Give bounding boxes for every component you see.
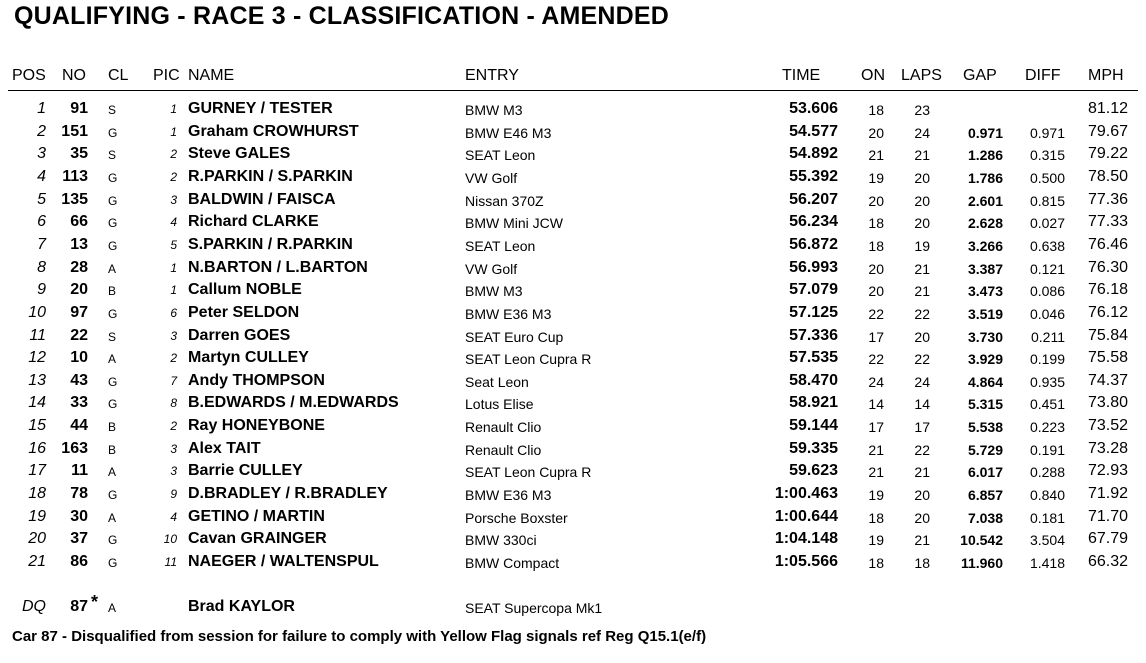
header-gap: GAP [963,67,997,84]
row-entry: SEAT Leon [465,147,536,164]
header-divider [8,90,1138,91]
dq-asterisk: * [91,592,99,612]
row-pos: 7 [37,235,46,253]
row-pic: 9 [170,487,177,502]
row-pos: 5 [37,190,46,208]
header-time: TIME [782,67,821,84]
table-header [0,67,1146,89]
row-car-number: 97 [70,303,88,321]
header-no: NO [62,67,86,84]
row-pos: 11 [29,326,46,344]
row-laps: 17 [914,419,930,436]
row-entry: BMW M3 [465,102,523,118]
row-car-number: 20 [70,281,88,299]
row-diff: 0.288 [1029,464,1065,481]
row-entry: BMW E36 M3 [465,305,552,322]
row-pic: 8 [170,396,177,411]
row-gap: 5.729 [967,441,1003,458]
row-laps: 21 [914,260,930,277]
row-gap: 5.538 [967,419,1003,436]
row-mph: 71.70 [1087,507,1128,525]
row-mph: 75.58 [1087,349,1128,367]
row-pos: 10 [28,303,46,321]
row-class: A [108,352,117,367]
row-driver-name: Cavan GRAINGER [188,530,327,548]
dq-entry: SEAT Supercopa Mk1 [465,600,603,616]
row-laps: 20 [914,169,930,186]
row-pic: 1 [170,102,177,116]
row-time: 56.234 [789,213,838,231]
row-gap: 3.387 [967,260,1003,277]
page-title: QUALIFYING - RACE 3 - CLASSIFICATION - AMENDED [14,2,670,30]
table-row [0,484,1146,506]
row-driver-name: Graham CROWHURST [188,122,359,140]
row-class: G [108,306,118,321]
row-pic: 7 [170,373,177,388]
row-car-number: 43 [70,371,88,389]
row-pic: 2 [170,147,177,162]
row-time: 58.921 [789,394,838,412]
row-car-number: 22 [70,326,88,344]
row-laps: 24 [914,373,930,390]
table-row [0,439,1146,461]
row-driver-name: Richard CLARKE [188,213,319,231]
row-diff: 0.935 [1029,373,1065,390]
row-driver-name: Barrie CULLEY [188,462,303,480]
row-pos: 12 [28,349,46,367]
row-pic: 2 [170,419,177,434]
row-car-number: 33 [70,394,88,412]
row-car-number: 30 [70,507,88,525]
row-driver-name: Andy THOMPSON [188,371,325,389]
row-class: S [108,148,117,163]
row-diff: 0.046 [1029,305,1065,322]
row-driver-name: Callum NOBLE [188,281,302,299]
row-gap: 6.017 [967,464,1003,481]
row-gap: 1.286 [967,147,1003,164]
row-diff: 3.504 [1029,532,1065,549]
row-driver-name: N.BARTON / L.BARTON [188,258,368,276]
row-time: 56.993 [789,258,838,276]
row-entry: Renault Clio [465,419,542,436]
row-pic: 10 [163,532,177,547]
row-class: S [108,329,117,344]
dq-pos: DQ [22,598,46,615]
row-car-number: 10 [70,349,88,367]
row-mph: 78.50 [1087,167,1128,185]
row-on: 14 [868,396,884,413]
row-entry: BMW E36 M3 [465,487,552,504]
row-entry: BMW Mini JCW [465,215,563,232]
table-row [0,167,1146,189]
row-pic: 1 [170,260,177,275]
row-class: G [108,170,118,185]
row-class: B [108,442,117,457]
row-diff: 0.971 [1029,124,1065,141]
row-entry: SEAT Euro Cup [465,328,564,345]
row-mph: 76.18 [1087,281,1128,299]
row-on: 20 [868,124,884,141]
row-on: 18 [868,102,884,118]
table-row [0,393,1146,415]
row-time: 1:04.148 [774,530,838,548]
dq-no: 87 [70,598,88,615]
row-diff: 0.191 [1029,441,1065,458]
row-time: 57.079 [789,281,838,299]
table-row [0,258,1146,280]
row-gap: 6.857 [967,487,1003,504]
row-class: G [108,374,118,389]
row-car-number: 151 [61,122,88,140]
table-row [0,122,1146,144]
row-gap: 11.960 [960,555,1003,571]
row-laps: 22 [914,305,930,322]
table-row [0,212,1146,234]
row-mph: 76.46 [1087,235,1128,253]
row-diff: 0.500 [1029,169,1065,186]
row-car-number: 13 [70,235,88,253]
row-laps: 20 [914,509,930,526]
row-diff: 0.027 [1029,215,1065,232]
table-row [0,190,1146,212]
row-pic: 1 [170,124,177,139]
row-pic: 6 [170,305,177,320]
header-laps: LAPS [901,67,942,84]
row-pos: 21 [28,553,46,570]
row-pic: 11 [164,555,177,569]
row-class: B [108,420,117,435]
row-car-number: 113 [62,167,88,185]
header-diff: DIFF [1025,67,1061,84]
row-diff: 0.315 [1029,147,1065,164]
row-time: 55.392 [789,167,838,185]
row-class: G [108,533,118,548]
row-pic: 3 [170,328,177,343]
row-on: 18 [868,237,884,254]
row-laps: 22 [914,351,930,368]
row-pos: 9 [37,281,46,299]
row-driver-name: R.PARKIN / S.PARKIN [188,167,353,185]
row-pos: 4 [37,167,46,185]
row-time: 58.470 [789,371,838,389]
row-driver-name: D.BRADLEY / R.BRADLEY [188,485,388,503]
row-mph: 71.92 [1087,485,1128,503]
row-entry: Lotus Elise [465,396,534,413]
row-on: 22 [868,305,884,322]
row-on: 19 [868,169,884,186]
row-laps: 21 [914,283,930,300]
dq-name: Brad KAYLOR [188,598,295,615]
row-pos: 16 [28,439,46,457]
row-class: B [108,284,117,299]
table-row [0,326,1146,348]
row-mph: 66.32 [1087,553,1128,570]
table-row [0,552,1146,574]
row-class: S [108,103,117,117]
dq-class: A [108,601,117,615]
row-time: 54.892 [789,145,838,163]
row-class: A [108,510,117,525]
row-laps: 14 [914,396,930,413]
row-on: 20 [868,283,884,300]
header-cl: CL [108,67,129,84]
row-pos: 2 [37,122,46,140]
row-laps: 22 [914,441,930,458]
row-diff: 1.418 [1029,555,1065,571]
row-mph: 79.67 [1087,122,1128,140]
row-laps: 23 [914,102,930,118]
row-on: 18 [868,555,884,571]
row-pic: 3 [170,192,177,207]
row-entry: Porsche Boxster [465,509,568,526]
row-driver-name: B.EDWARDS / M.EDWARDS [188,394,399,412]
row-driver-name: NAEGER / WALTENSPUL [188,553,379,570]
row-time: 54.577 [789,122,838,140]
row-gap: 10.542 [960,532,1003,549]
table-row [0,348,1146,370]
row-laps: 24 [914,124,930,141]
row-mph: 76.30 [1087,258,1128,276]
row-pic: 1 [170,283,177,298]
row-driver-name: Darren GOES [188,326,291,344]
table-row [0,371,1146,393]
table-row [0,235,1146,257]
row-class: G [108,238,118,253]
row-gap: 2.628 [967,215,1003,232]
row-on: 18 [868,509,884,526]
row-on: 17 [868,419,884,436]
row-pos: 1 [37,100,46,117]
row-driver-name: Alex TAIT [188,439,261,457]
row-time: 59.623 [789,462,838,480]
row-driver-name: GURNEY / TESTER [188,100,333,117]
row-time: 56.872 [789,235,838,253]
row-on: 17 [868,328,884,345]
row-entry: BMW Compact [465,555,560,571]
row-time: 57.125 [789,303,838,321]
row-mph: 79.22 [1087,145,1128,163]
row-entry: BMW M3 [465,283,523,300]
row-time: 56.207 [789,190,838,208]
row-car-number: 163 [61,439,88,457]
row-pic: 5 [170,237,177,252]
table-row [0,303,1146,325]
row-car-number: 66 [70,213,88,231]
row-diff: 0.451 [1029,396,1065,413]
row-pos: 6 [37,213,46,231]
header-entry: ENTRY [465,67,519,84]
row-pos: 20 [28,530,46,548]
table-row [0,99,1146,121]
dq-row [0,592,1146,620]
row-pic: 4 [170,509,177,524]
row-entry: Renault Clio [465,441,542,458]
row-gap: 3.929 [967,351,1003,368]
table-row [0,461,1146,483]
dq-note: Car 87 - Disqualified from session for failure to comply with Yellow Flag signals ref Reg Q15.1(e/f) [12,628,707,645]
row-pos: 8 [37,258,46,276]
row-entry: Nissan 370Z [465,192,544,209]
row-driver-name: Steve GALES [188,145,291,163]
row-class: G [108,488,118,503]
row-on: 19 [868,532,884,549]
table-row [0,507,1146,529]
row-diff: 0.815 [1029,192,1065,209]
row-mph: 74.37 [1087,371,1128,389]
table-row [0,144,1146,166]
header-mph: MPH [1088,67,1124,84]
row-laps: 20 [914,328,930,345]
row-time: 59.144 [789,417,838,435]
row-pic: 3 [170,464,177,479]
row-gap: 3.519 [967,305,1003,322]
row-entry: VW Golf [465,169,518,186]
row-class: G [108,193,118,208]
row-pic: 3 [170,441,177,456]
row-entry: SEAT Leon [465,237,536,254]
row-entry: BMW 330ci [465,532,537,549]
row-car-number: 35 [70,145,88,163]
row-car-number: 135 [61,190,88,208]
row-entry: SEAT Leon Cupra R [465,351,592,368]
row-pos: 17 [28,462,46,480]
row-mph: 73.28 [1087,439,1128,457]
row-gap: 0.971 [967,124,1003,141]
row-class: G [108,125,118,140]
row-gap: 2.601 [967,192,1003,209]
row-driver-name: S.PARKIN / R.PARKIN [188,235,353,253]
row-diff: 0.223 [1029,419,1065,436]
row-car-number: 44 [70,417,88,435]
row-car-number: 11 [71,462,88,480]
row-mph: 73.52 [1087,417,1128,435]
row-entry: Seat Leon [465,373,529,390]
row-driver-name: Peter SELDON [188,303,300,321]
row-mph: 81.12 [1087,100,1128,117]
row-car-number: 86 [70,553,88,570]
row-class: G [108,397,118,412]
row-time: 1:00.644 [774,507,838,525]
row-diff: 0.086 [1029,283,1065,300]
row-diff: 0.638 [1029,237,1065,254]
row-laps: 20 [914,215,930,232]
row-mph: 72.93 [1087,462,1128,480]
row-laps: 21 [914,147,930,164]
row-driver-name: GETINO / MARTIN [188,507,325,525]
row-pic: 2 [170,169,177,184]
row-mph: 76.12 [1087,303,1128,321]
row-on: 20 [868,192,884,209]
row-on: 21 [868,464,884,481]
row-driver-name: Martyn CULLEY [188,349,309,367]
header-pos: POS [12,67,46,84]
row-gap: 5.315 [967,396,1003,413]
row-pic: 2 [170,351,177,366]
row-car-number: 37 [70,530,88,548]
row-on: 20 [868,260,884,277]
row-pos: 13 [28,371,46,389]
row-gap: 3.266 [967,237,1003,254]
row-driver-name: Ray HONEYBONE [188,417,325,435]
row-gap: 7.038 [967,509,1003,526]
row-entry: BMW E46 M3 [465,124,552,141]
row-diff: 0.211 [1031,328,1065,345]
row-time: 57.336 [789,326,838,344]
header-pic: PIC [153,67,180,84]
row-laps: 21 [914,464,930,481]
row-laps: 19 [914,237,930,254]
table-row [0,416,1146,438]
table-row [0,529,1146,551]
row-laps: 21 [914,532,930,549]
row-pic: 4 [170,215,177,230]
row-entry: SEAT Leon Cupra R [465,464,592,481]
row-car-number: 28 [70,258,88,276]
row-diff: 0.121 [1029,260,1065,277]
row-pos: 15 [28,417,46,435]
row-on: 22 [868,351,884,368]
row-class: A [108,261,117,276]
row-on: 21 [868,441,884,458]
row-mph: 67.79 [1087,530,1128,548]
row-time: 57.535 [789,349,838,367]
table-row [0,280,1146,302]
row-diff: 0.840 [1029,487,1065,504]
row-time: 1:00.463 [774,485,838,503]
row-pos: 18 [28,485,46,503]
row-mph: 75.84 [1087,326,1128,344]
row-laps: 18 [914,555,930,571]
row-pos: 14 [28,394,46,412]
row-on: 19 [868,487,884,504]
row-diff: 0.181 [1029,509,1065,526]
row-mph: 73.80 [1087,394,1128,412]
row-diff: 0.199 [1029,351,1065,368]
row-gap: 4.864 [967,373,1003,390]
row-pos: 3 [37,145,46,163]
row-entry: VW Golf [465,260,518,277]
row-on: 18 [868,215,884,232]
row-on: 21 [868,147,884,164]
row-car-number: 91 [70,100,88,117]
row-driver-name: BALDWIN / FAISCA [188,190,336,208]
row-car-number: 78 [70,485,88,503]
row-time: 53.606 [789,100,838,117]
row-time: 59.335 [789,439,838,457]
row-laps: 20 [914,487,930,504]
row-pos: 19 [28,507,46,525]
row-gap: 3.730 [967,328,1003,345]
row-gap: 1.786 [967,169,1003,186]
row-class: A [108,465,117,480]
header-on: ON [861,67,885,84]
row-class: G [108,216,118,231]
row-time: 1:05.566 [774,553,838,570]
row-laps: 20 [914,192,930,209]
row-mph: 77.33 [1087,213,1128,231]
row-class: G [108,556,118,570]
row-mph: 77.36 [1087,190,1128,208]
row-gap: 3.473 [967,283,1003,300]
row-on: 24 [868,373,884,390]
header-name: NAME [188,67,235,84]
